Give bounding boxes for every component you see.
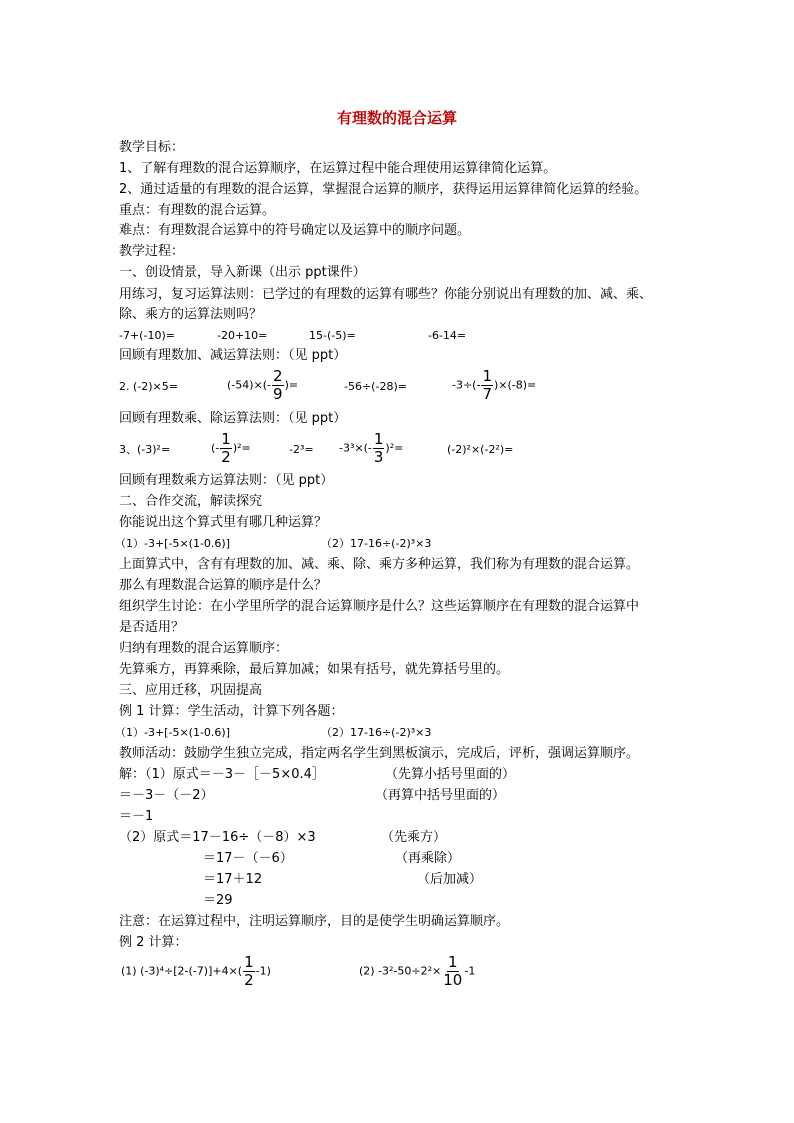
exercise-item: -7+(-10)= — [119, 329, 175, 342]
fraction — [272, 368, 284, 403]
denominator: 10 — [443, 971, 463, 989]
denominator: 7 — [482, 385, 492, 403]
expr-text: )= — [284, 378, 299, 392]
denominator: 2 — [244, 971, 254, 989]
fraction — [220, 431, 232, 466]
exercise-item: -56÷(-28)= — [344, 380, 407, 393]
solution-step — [119, 766, 679, 784]
fraction — [373, 431, 385, 466]
section-1-heading: 一、创设情景，导入新课（出示 ppt课件） — [119, 265, 366, 280]
example-2-heading: 例 2 计算： — [119, 935, 188, 950]
exercise-item: -20+10= — [217, 329, 268, 342]
exercise-row-muldiv — [119, 368, 679, 404]
solution-expr: ＝29 — [203, 893, 233, 908]
review-addsub-rule: 回顾有理数加、减运算法则：（见 ppt） — [119, 348, 347, 363]
solution-step: ＝－1 — [119, 809, 154, 824]
review-power-rule: 回顾有理数乘方运算法则：（见 ppt） — [119, 473, 334, 488]
section-3-heading: 三、应用迁移，巩固提高 — [119, 683, 263, 698]
expr-text: (- — [211, 441, 220, 455]
expr-text: (2) -3²-50÷2²× — [359, 964, 442, 978]
solution-note: （先算小括号里面的） — [385, 767, 516, 782]
exercise-row-power — [119, 431, 679, 467]
expression: （1）-3+[-5×(1-0.6)] — [115, 537, 230, 550]
mixed-ops-line-2: 那么有理数混合运算的顺序是什么？ — [119, 578, 328, 593]
ops-question: 你能说出这个算式里有哪几种运算？ — [119, 515, 328, 530]
solution-expr: ＝－3－（－2） — [119, 788, 214, 803]
solution-expr: ＝17＋12 — [203, 872, 263, 887]
review-question-line-2: 除、乘方的运算法则吗？ — [119, 307, 263, 322]
exercise-item: 3、(-3)²= — [119, 443, 171, 456]
numerator: 1 — [373, 430, 384, 448]
solution-note: （再算中括号里面的） — [375, 788, 506, 803]
solution-note: （先乘方） — [381, 830, 447, 845]
solution-step — [119, 892, 679, 910]
mixed-ops-line-1: 上面算式中，含有有理数的加、减、乘、除、乘方多种运算，我们称为有理数的混合运算。 — [119, 557, 640, 572]
review-muldiv-rule: 回顾有理数乘、除运算法则：（见 ppt） — [119, 411, 347, 426]
example-2-expressions — [119, 954, 679, 990]
solution-expr: ＝17－（－6） — [203, 851, 293, 866]
solution-step — [119, 850, 679, 868]
solution-expr: （2）原式＝17－16÷（－8）×3 — [119, 830, 316, 845]
section-2-heading: 二、合作交流，解读探究 — [119, 494, 263, 509]
expression: （1）-3+[-5×(1-0.6)] — [115, 726, 230, 739]
fraction — [442, 954, 463, 989]
exercise-item: -2³= — [289, 443, 314, 456]
exercise-item: 2. (-2)×5= — [119, 380, 178, 393]
solution-note: （再乘除） — [395, 851, 461, 866]
exercise-item: -6-14= — [428, 329, 467, 342]
teacher-activity: 教师活动：鼓励学生独立完成，指定两名学生到黑板演示，完成后，评析，强调运算顺序。 — [119, 746, 640, 761]
expr-text: -3³×(- — [339, 441, 372, 455]
numerator: 1 — [221, 430, 231, 448]
expr-text: (1) (-3)⁴÷[2-(-7)]+4×( — [121, 964, 243, 978]
example-1-heading: 例 1 计算：学生活动，计算下列各题： — [119, 704, 344, 719]
exercise-row-addsub — [119, 327, 679, 345]
solution-step — [119, 787, 679, 805]
summary-header: 归纳有理数的混合运算顺序： — [119, 641, 289, 656]
solution-expr: 解：（1）原式＝－3－［－5×0.4］ — [119, 767, 325, 782]
denominator: 2 — [221, 448, 231, 466]
expression-row — [115, 535, 679, 553]
expression-row — [115, 724, 679, 742]
goals-header: 教学目标： — [119, 140, 185, 155]
exercise-item-fraction — [452, 368, 536, 403]
numerator: 2 — [273, 367, 283, 385]
exercise-item: (-2)²×(-2²)= — [447, 443, 514, 456]
expression-fraction — [121, 954, 271, 989]
solution-step — [119, 829, 679, 847]
note: 注意：在运算过程中，注明运算顺序，目的是使学生明确运算顺序。 — [119, 914, 510, 929]
discussion-line-1: 组织学生讨论：在小学里所学的混合运算顺序是什么？这些运算顺序在有理数的混合运算中 — [119, 599, 640, 614]
goal-1: 1、了解有理数的混合运算顺序，在运算过程中能合理使用运算律简化运算。 — [119, 161, 557, 176]
expr-text: -3÷(- — [452, 378, 481, 392]
expr-text: )²= — [385, 441, 404, 455]
numerator: 1 — [482, 367, 492, 385]
solution-note: （后加减） — [417, 872, 483, 887]
expr-text: -1) — [255, 964, 271, 978]
difficulty: 难点：有理数混合运算中的符号确定以及运算中的顺序问题。 — [119, 223, 471, 238]
goal-2: 2、通过适量的有理数的混合运算，掌握混合运算的顺序，获得运用运算律简化运算的经验。 — [119, 182, 648, 197]
exercise-item-fraction — [227, 368, 298, 403]
expr-text: (-54)×(- — [227, 378, 272, 392]
expr-text: )²= — [232, 441, 251, 455]
denominator: 3 — [373, 448, 384, 466]
expr-text: )×(-8)= — [494, 378, 537, 392]
order-summary: 先算乘方，再算乘除，最后算加减；如果有括号，就先算括号里的。 — [119, 662, 510, 677]
denominator: 9 — [273, 385, 283, 403]
fraction — [243, 954, 255, 989]
expr-text: -1 — [464, 964, 476, 978]
process-header: 教学过程： — [119, 244, 185, 259]
numerator: 1 — [244, 953, 254, 971]
expression-fraction — [359, 954, 475, 989]
expression: （2）17-16÷(-2)³×3 — [321, 726, 432, 739]
numerator: 1 — [448, 953, 458, 971]
expression: （2）17-16÷(-2)³×3 — [321, 537, 432, 550]
exercise-item-fraction — [211, 431, 251, 466]
fraction — [481, 368, 493, 403]
solution-step — [119, 871, 679, 889]
exercise-item: 15-(-5)= — [309, 329, 356, 342]
exercise-item-fraction — [339, 431, 403, 466]
document-title: 有理数的混合运算 — [336, 109, 457, 127]
discussion-line-2: 是否适用？ — [119, 620, 185, 635]
review-question-line-1: 用练习，复习运算法则：已学过的有理数的运算有哪些？你能分别说出有理数的加、减、乘、 — [119, 287, 653, 302]
key-point: 重点：有理数的混合运算。 — [119, 203, 276, 218]
